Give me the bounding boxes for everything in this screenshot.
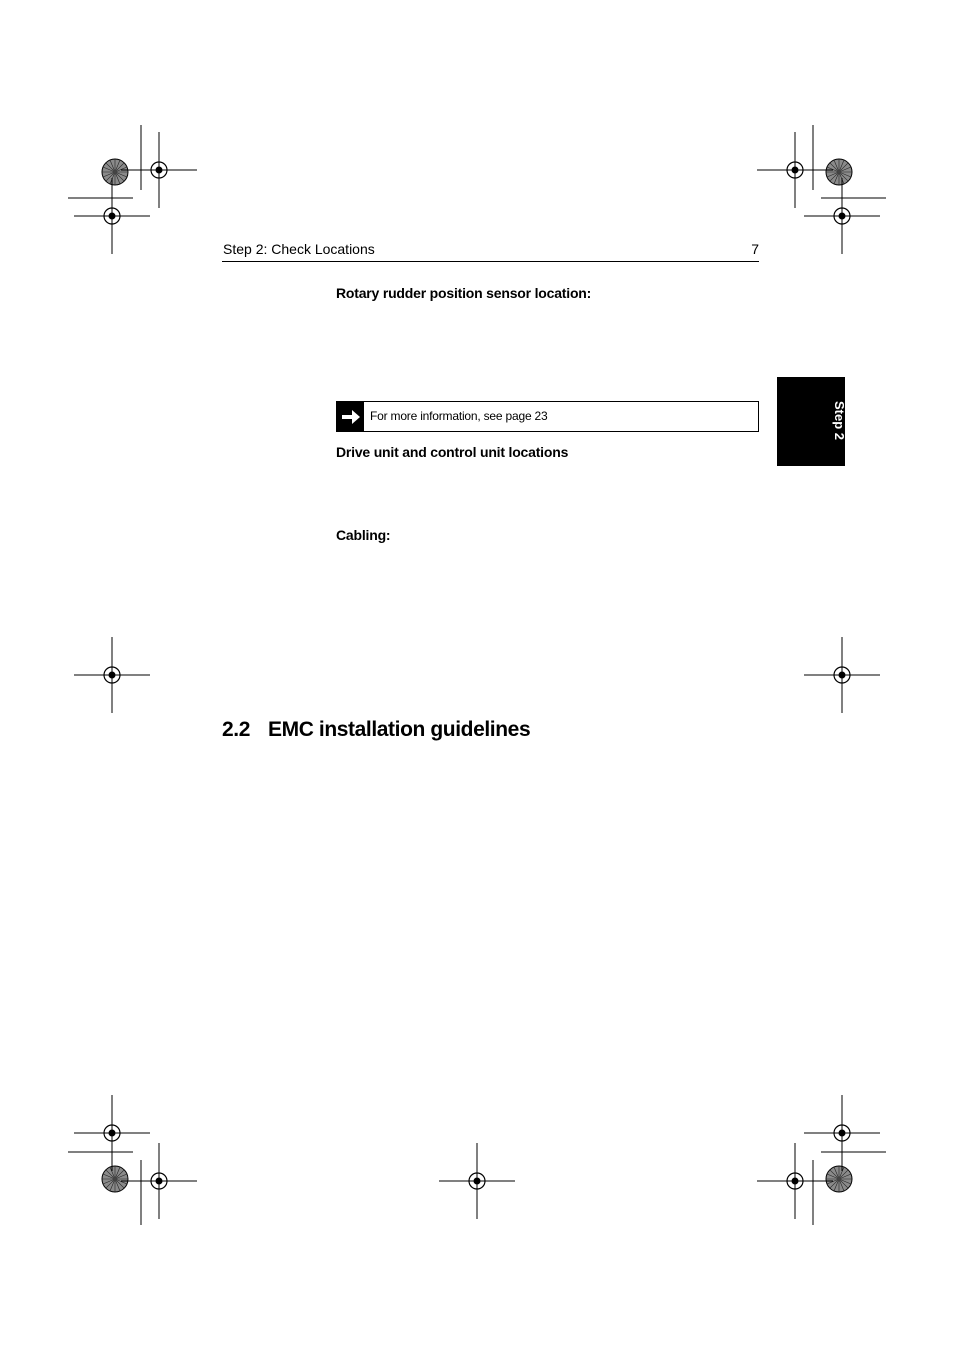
- drive-unit-heading: Drive unit and control unit locations: [336, 444, 569, 460]
- info-box-text: For more information, see page 23: [370, 409, 548, 423]
- rotary-sensor-heading: Rotary rudder position sensor location:: [336, 285, 592, 301]
- section-number: 2.2: [222, 718, 250, 741]
- step-side-tab: [777, 377, 845, 466]
- page-number: 7: [751, 241, 759, 257]
- cabling-heading: Cabling:: [336, 527, 391, 543]
- section-title: EMC installation guidelines: [268, 718, 531, 741]
- running-header-title: Step 2: Check Locations: [223, 241, 375, 257]
- info-box: [336, 401, 759, 432]
- step-side-tab-label: Step 2: [832, 401, 847, 441]
- section-heading: [222, 716, 530, 744]
- header-rule: [222, 261, 759, 262]
- arrow-right-icon: [337, 402, 364, 431]
